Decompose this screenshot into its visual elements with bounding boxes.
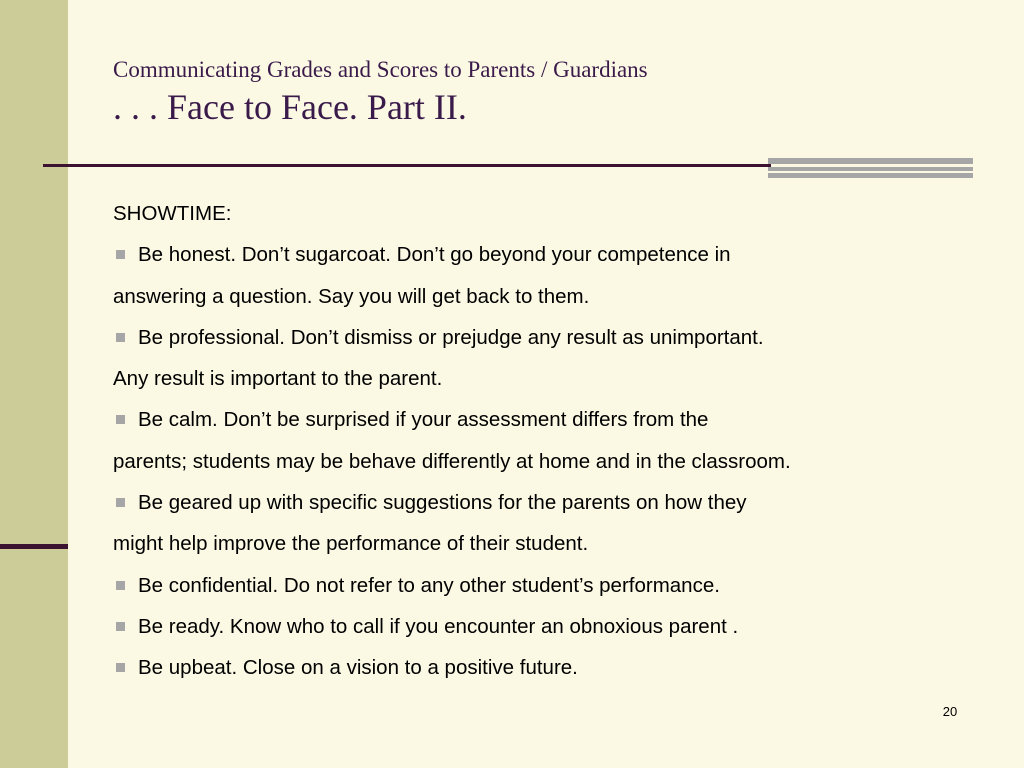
bullet-text: Be upbeat. Close on a vision to a positive future.: [138, 656, 578, 680]
bullet-item: [113, 647, 993, 688]
title-divider-line: [43, 164, 771, 167]
page-number: 20: [942, 704, 958, 719]
bullet-text: Be geared up with specific suggestions for the parents on how they: [138, 491, 747, 515]
grey-stripe-bottom: [768, 173, 973, 178]
bullet-text: Be professional. Don’t dismiss or prejudge any result as unimportant.: [138, 325, 764, 349]
slide-title-line2: . . . Face to Face. Part II.: [113, 87, 467, 127]
square-bullet-icon: [116, 622, 125, 631]
bullet-text: Be confidential. Do not refer to any other student’s performance.: [138, 573, 720, 597]
square-bullet-icon: [116, 663, 125, 672]
square-bullet-icon: [116, 581, 125, 590]
grey-stripe-top: [768, 158, 973, 164]
bullet-text: Be honest. Don’t sugarcoat. Don’t go beyond your competence in: [138, 243, 731, 267]
bullet-continuation: Any result is important to the parent.: [113, 367, 443, 391]
left-decorative-band: [0, 0, 68, 768]
slide-title: [113, 56, 993, 128]
title-divider-grey-bar: [768, 158, 973, 178]
slide-body: [113, 193, 993, 689]
bullet-text: Be calm. Don’t be surprised if your assessment differs from the: [138, 408, 709, 432]
bullet-item: [113, 399, 993, 482]
grey-stripe-middle: [768, 167, 973, 171]
square-bullet-icon: [116, 498, 125, 507]
bullet-continuation: might help improve the performance of their student.: [113, 532, 589, 556]
bullet-text: Be ready. Know who to call if you encounter an obnoxious parent .: [138, 614, 739, 638]
bullet-continuation: parents; students may be behave differently at home and in the classroom.: [113, 449, 791, 473]
section-heading: SHOWTIME:: [113, 202, 232, 225]
bullet-item: [113, 234, 993, 317]
square-bullet-icon: [116, 333, 125, 342]
square-bullet-icon: [116, 415, 125, 424]
bullet-item: [113, 606, 993, 647]
bullet-continuation: answering a question. Say you will get back to them.: [113, 284, 590, 308]
slide-title-line1: Communicating Grades and Scores to Parents / Guardians: [113, 57, 648, 82]
bullet-item: [113, 317, 993, 400]
bullet-item: [113, 565, 993, 606]
square-bullet-icon: [116, 250, 125, 259]
left-band-rule: [0, 544, 68, 549]
bullet-item: [113, 482, 993, 565]
